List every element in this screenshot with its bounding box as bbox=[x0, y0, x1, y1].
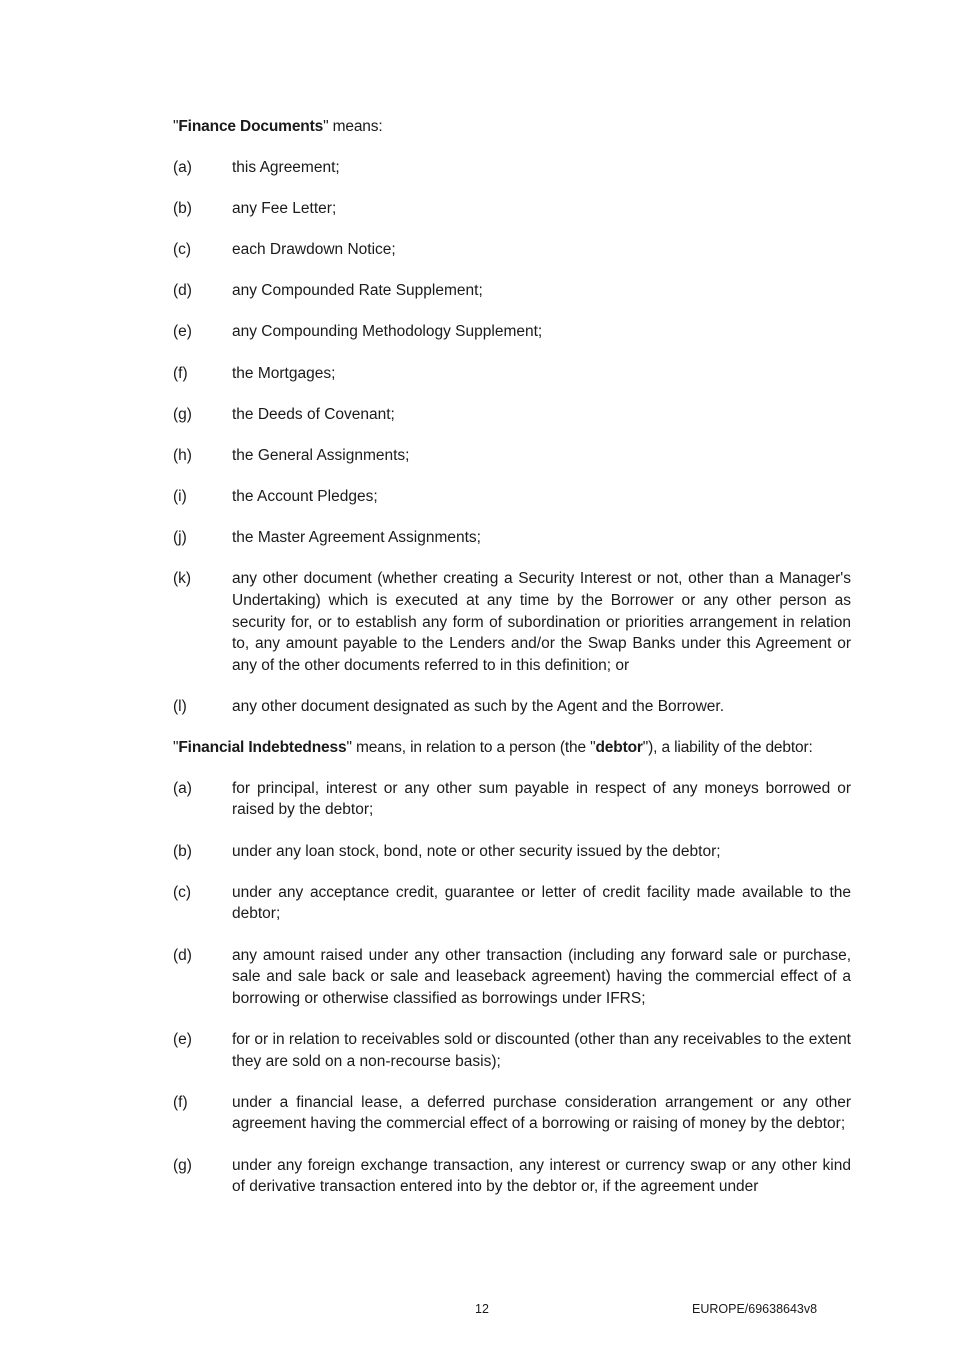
list-item-label: (c) bbox=[173, 883, 192, 901]
list-item-text: under any foreign exchange transaction, any interest or currency swap or any other kind of derivative transaction entered into by the debtor or, if the agreement under bbox=[232, 1156, 851, 1196]
list-item bbox=[173, 1155, 851, 1198]
list-item-label: (d) bbox=[173, 946, 192, 964]
list-item-label: (k) bbox=[173, 570, 192, 588]
list-item-text: the Account Pledges; bbox=[232, 488, 378, 506]
list-item-label: (e) bbox=[173, 323, 192, 341]
list-item-text: the Mortgages; bbox=[232, 364, 336, 382]
list-item-label: (l) bbox=[173, 698, 187, 716]
list-item-label: (j) bbox=[173, 529, 187, 547]
list-item-text: any other document designated as such by the Agent and the Borrower. bbox=[232, 698, 725, 716]
list-item-text: under any loan stock, bond, note or other security issued by the debtor; bbox=[232, 842, 721, 860]
list-item-text: each Drawdown Notice; bbox=[232, 240, 396, 258]
list-item bbox=[173, 1092, 851, 1135]
finance-documents-list bbox=[173, 157, 851, 718]
list-item bbox=[173, 404, 851, 426]
list-item-label: (b) bbox=[173, 842, 192, 860]
list-item-text: the Master Agreement Assignments; bbox=[232, 529, 481, 547]
list-item-text: under a financial lease, a deferred purchase consideration arrangement or any other agreement having the commercial effect of a borrowing or raising of money by the debtor; bbox=[232, 1093, 851, 1133]
list-item-text: the General Assignments; bbox=[232, 446, 410, 464]
list-item bbox=[173, 882, 851, 925]
page-number: 12 bbox=[475, 1302, 489, 1316]
list-item-label: (i) bbox=[173, 488, 187, 506]
list-item-text: for principal, interest or any other sum payable in respect of any moneys borrowed or raised by the debtor; bbox=[232, 779, 851, 819]
list-item-label: (h) bbox=[173, 446, 192, 464]
list-item bbox=[173, 239, 851, 261]
list-item bbox=[173, 778, 851, 821]
page-content bbox=[173, 116, 851, 1217]
list-item-text: this Agreement; bbox=[232, 158, 340, 176]
list-item bbox=[173, 280, 851, 302]
list-item-text: for or in relation to receivables sold or discounted (other than any receivables to the extent they are sold on a non-recourse basis); bbox=[232, 1030, 851, 1070]
list-item bbox=[173, 321, 851, 343]
list-item bbox=[173, 1029, 851, 1072]
list-item bbox=[173, 527, 851, 549]
list-item-label: (f) bbox=[173, 364, 188, 382]
financial-indebtedness-intro-end: "), a liability of the debtor: bbox=[642, 739, 813, 757]
financial-indebtedness-definition: "Financial Indebtedness" means, in relation to a person (the "debtor"), a liability of the debtor: bbox=[173, 739, 813, 757]
list-item-text: any Compounded Rate Supplement; bbox=[232, 282, 483, 300]
list-item bbox=[173, 363, 851, 385]
financial-indebtedness-term: Financial Indebtedness bbox=[178, 739, 347, 757]
list-item bbox=[173, 445, 851, 467]
list-item-label: (f) bbox=[173, 1093, 188, 1111]
list-item bbox=[173, 945, 851, 1010]
document-reference: EUROPE/69638643v8 bbox=[692, 1302, 818, 1316]
list-item bbox=[173, 568, 851, 676]
list-item-label: (d) bbox=[173, 282, 192, 300]
list-item bbox=[173, 198, 851, 220]
financial-indebtedness-intro: " means, in relation to a person (the " bbox=[346, 739, 596, 757]
list-item bbox=[173, 157, 851, 179]
list-item-text: any amount raised under any other transaction (including any forward sale or purchase, sale and sale back or sale and leaseback agreement) having the commercial effect of a borrowing or otherwise classified as borrowings under IFRS; bbox=[232, 946, 851, 1007]
list-item-text: the Deeds of Covenant; bbox=[232, 405, 395, 423]
list-item-label: (b) bbox=[173, 199, 192, 217]
list-item-label: (a) bbox=[173, 158, 192, 176]
list-item-text: any Fee Letter; bbox=[232, 199, 337, 217]
list-item-label: (a) bbox=[173, 779, 192, 797]
list-item-text: under any acceptance credit, guarantee or letter of credit facility made available to the debtor; bbox=[232, 883, 851, 923]
list-item-label: (g) bbox=[173, 405, 192, 423]
list-item-label: (e) bbox=[173, 1030, 192, 1048]
list-item bbox=[173, 841, 851, 863]
list-item-label: (c) bbox=[173, 240, 192, 258]
debtor-term: debtor bbox=[595, 739, 643, 757]
financial-indebtedness-list bbox=[173, 778, 851, 1198]
finance-documents-intro: " means: bbox=[323, 118, 383, 135]
list-item-text: any other document (whether creating a Security Interest or not, other than a Manager's Undertaking) which is executed at any time by the Borrower or any other person as security for, or to establish any form of subordination or priorities arrangement in relation to, any amount payable to the Lenders and/or the Swap Banks under this Agreement or any of the other documents referred to in this definition; or bbox=[232, 570, 851, 674]
finance-documents-definition: "Finance Documents" means: bbox=[173, 118, 383, 135]
list-item-label: (g) bbox=[173, 1156, 192, 1174]
list-item bbox=[173, 696, 851, 718]
finance-documents-term: Finance Documents bbox=[178, 118, 324, 135]
list-item-text: any Compounding Methodology Supplement; bbox=[232, 323, 543, 341]
list-item bbox=[173, 486, 851, 508]
